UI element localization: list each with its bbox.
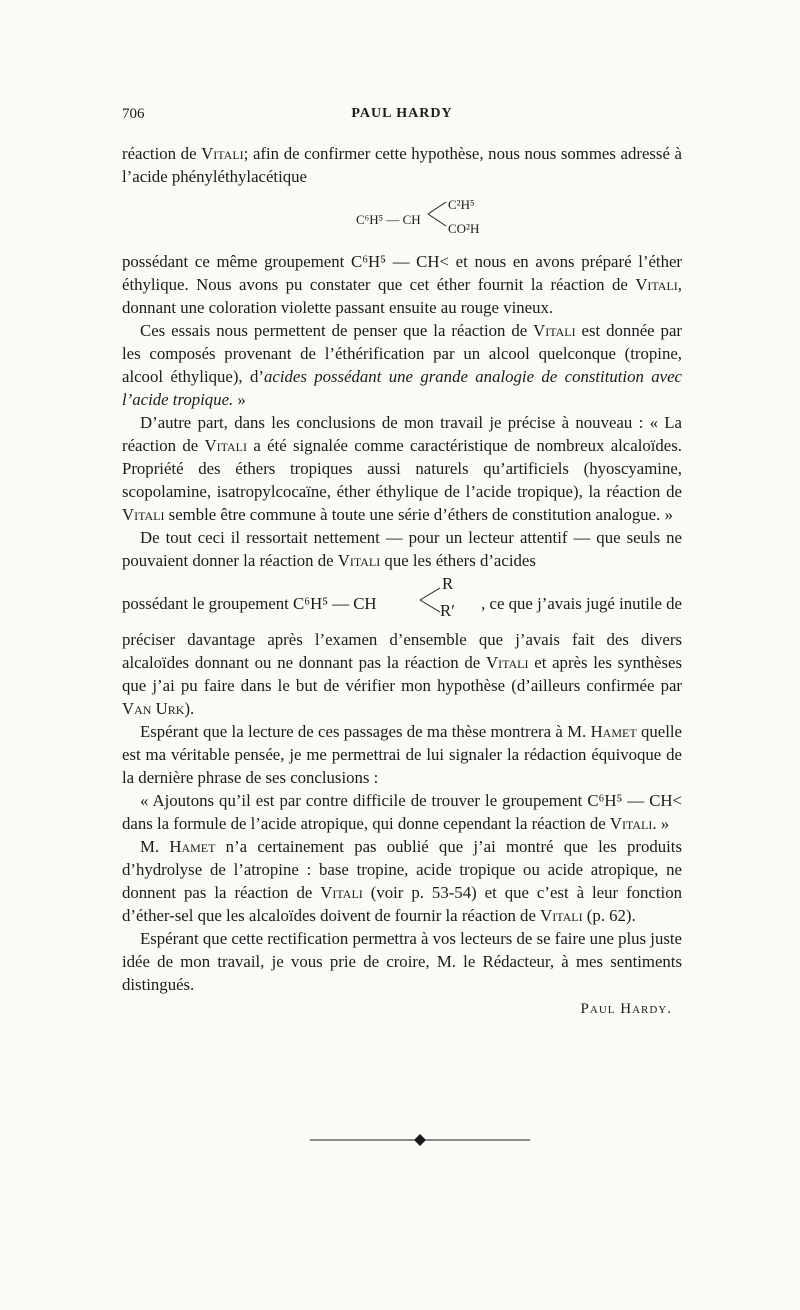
paragraph-5: De tout ceci il ressortait nettement — pour un lecteur attentif — que seuls ne pouvaient donner la réaction de Vitali que les éthers d’acides [122,528,682,570]
body-text [122,142,682,1021]
page-header [122,106,682,130]
chemical-formula-phenylethylacetic [122,188,682,250]
formula-group-left: possédant le groupement C⁶H⁵ — CH [122,594,377,613]
ornamental-rule-icon [310,1134,530,1146]
running-head: PAUL HARDY [351,106,453,121]
paragraph-10: Espérant que cette rectification permettra à vos lecteurs de se faire une plus juste idée de mon travail, je vous prie de croire, M. le Rédacteur, à mes sentiments distingués. [122,929,682,994]
formula-bottom: CO²H [448,221,480,236]
formula-group-top: R [442,574,454,593]
formula-top: C²H⁵ [448,197,475,212]
paragraph-8: « Ajoutons qu’il est par contre difficile de trouver le groupement C⁶H⁵ — CH< dans la formule de l’acide atropique, qui donne cependant la réaction de Vitali. » [122,791,682,833]
formula-group-right: , ce que j’avais jugé inutile de [481,594,682,613]
paragraph-1: réaction de Vitali; afin de confirmer cette hypothèse, nous nous sommes adressé à l’acide phényléthylacétique [122,144,682,186]
paragraph-2: possédant ce même groupement C⁶H⁵ — CH< et nous en avons préparé l’éther éthylique. Nous avons pu constater que cet éther fournit la réaction de Vitali, donnant une coloration violette passant ensuite au rouge vineux. [122,252,682,317]
paragraph-9: M. Hamet n’a certainement pas oublié que j’ai montré que les produits d’hydrolyse de l’atropine : base tropine, acide tropique ou acide atropique, ne donnent pas la réaction de Vitali (voir p. 53-54) et que c’est à leur fonction d’éther-sel que les alcaloïdes doivent de fournir la réaction de Vitali (p. 62). [122,837,683,925]
signature: Paul Hardy. [580,1001,672,1017]
paragraph-4: D’autre part, dans les conclusions de mon travail je précise à nouveau : « La réaction de Vitali a été signalée comme caractéristique de nombreux alcaloïdes. Propriété des éthers tropiques aussi naturels qu’artificiels (hyoscyamine, scopolamine, isatropylcocaïne, éther éthylique de l’acide tropique), la réaction de Vitali semble être commune à toute une série d’éthers de constitution analogue. » [122,413,682,524]
formula-group-bottom: R′ [440,601,455,620]
chemical-formula-group [122,572,682,628]
branch-bracket-icon [418,586,442,614]
page-number: 706 [122,106,145,122]
paragraph-7: Espérant que la lecture de ces passages de ma thèse montrera à M. Hamet quelle est ma véritable pensée, je me permettrai de lui signaler la rédaction équivoque de la dernière phrase de ses conclusions : [122,722,682,787]
paragraph-3: Ces essais nous permettent de penser que la réaction de Vitali est donnée par les composés provenant de l’éthérification par un alcool quelconque (tropine, alcool éthylique), d’acides possédant une grande analogie de constitution avec l’acide tropique. » [122,321,682,409]
formula-left: C⁶H⁵ — CH [356,212,421,227]
branch-bracket-icon [426,200,448,228]
paragraph-6: préciser davantage après l’examen d’ensemble que j’avais fait des divers alcaloïdes donnant ou ne donnant pas la réaction de Vitali et après les synthèses que j’ai pu faire dans le but de vérifier mon hypothèse (d’ailleurs confirmée par Van Urk). [122,630,682,718]
